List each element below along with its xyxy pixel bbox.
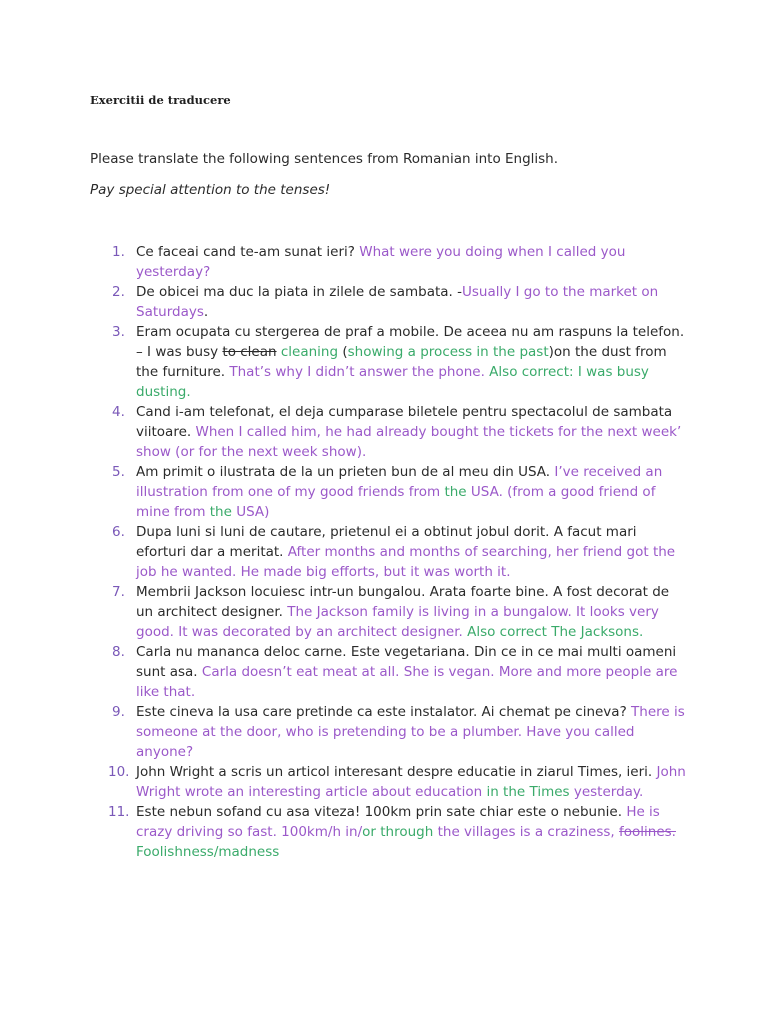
list-item [108,582,688,642]
tense-note: Pay special attention to the tenses! [90,182,331,198]
answer-text: When I called him, he had already bought the tickets for the next week’ show (or for the next week show). [136,424,682,460]
item-number: 7. [112,584,125,600]
list-item [108,762,688,802]
instructions-text: Please translate the following sentences from Romanian into English. [90,151,559,167]
romanian-text: De obicei ma duc la piata in zilele de sambata. - [136,284,462,300]
list-item [108,702,688,762]
correction-text: or through [362,824,434,840]
answer-text: After months and months of searching, her friend got the job he wanted. He made big efforts, but it was worth it. [136,544,676,580]
answer-text: I’ve received an illustration from one of my good friends from [136,464,663,500]
romanian-text: Este nebun sofand cu asa viteza! 100km prin sate chiar este o nebunie. [136,804,627,820]
correction-text: the [444,484,467,500]
answer-text: Usually I go to the market on Saturdays [136,284,659,320]
romanian-text: ( [338,344,348,360]
answer-text: yesterday. [569,784,644,800]
romanian-text: John Wright a scris un articol interesant despre educatie in ziarul Times, ieri. [136,764,657,780]
item-number: 6. [112,524,125,540]
romanian-text: )on the dust from the furniture. [136,344,667,380]
correction-text: Foolishness/madness [136,844,280,860]
romanian-text: . [203,304,209,320]
item-number: 3. [112,324,125,340]
romanian-text: Ce faceai cand te-am sunat ieri? [136,244,360,260]
item-number: 8. [112,644,125,660]
item-number: 1. [112,244,125,260]
list-item [108,802,688,862]
answer-text: What were you doing when I called you yesterday? [136,244,626,280]
romanian-text: Eram ocupata cu stergerea de praf a mobile. De aceea nu am raspuns la telefon. – I was busy [136,324,685,360]
list-item [108,282,688,322]
romanian-text: Carla nu mananca deloc carne. Este vegetariana. Din ce in ce mai multi oameni sunt asa. [136,644,677,680]
answer-text: The Jackson family is living in a bungalow. It looks very good. It was decorated by an architect designer. [136,604,659,640]
answer-text: the villages is a craziness, [433,824,619,840]
answer-text: There is someone at the door, who is pretending to be a plumber. Have you called anyone? [136,704,685,760]
document-title: Exercitii de traducere [90,93,231,107]
item-number: 4. [112,404,125,420]
item-number: 5. [112,464,125,480]
struck-text: to clean [222,344,277,360]
answer-text: That’s why I didn’t answer the phone. [229,364,490,380]
list-item [108,322,688,402]
exercise-list [108,242,688,862]
answer-text: USA) [231,504,270,520]
item-number: 2. [112,284,125,300]
correction-text: showing a process in the past [347,344,549,360]
list-item [108,462,688,522]
romanian-text: Este cineva la usa care pretinde ca este instalator. Ai chemat pe cineva? [136,704,632,720]
list-item [108,642,688,702]
answer-text: Carla doesn’t eat meat at all. She is vegan. More and more people are like that. [136,664,678,700]
item-number: 10. [108,764,130,780]
struck-text: foolines. [619,824,676,840]
list-item [108,242,688,282]
list-item [108,522,688,582]
romanian-text: Cand i-am telefonat, el deja cumparase biletele pentru spectacolul de sambata viitoare. [136,404,673,440]
correction-text: cleaning [280,344,339,360]
item-number: 11. [108,804,130,820]
correction-text: in the Times [486,784,570,800]
answer-text: USA. (from a good friend of mine from [136,484,656,520]
romanian-text: Dupa luni si luni de cautare, prietenul ei a obtinut jobul dorit. A facut mari eforturi dar a meritat. [136,524,637,560]
correction-text: Also correct The Jacksons. [467,624,644,640]
romanian-text: Membrii Jackson locuiesc intr-un bungalou. Arata foarte bine. A fost decorat de un architect designer. [136,584,670,620]
list-item [108,402,688,462]
romanian-text: Am primit o ilustrata de la un prieten bun de al meu din USA. [136,464,555,480]
correction-text: Also correct: I was busy dusting. [136,364,649,400]
answer-text: John Wright wrote an interesting article about education [136,764,686,800]
item-number: 9. [112,704,125,720]
correction-text: the [209,504,232,520]
answer-text: He is crazy driving so fast. 100km/h in/ [136,804,660,840]
